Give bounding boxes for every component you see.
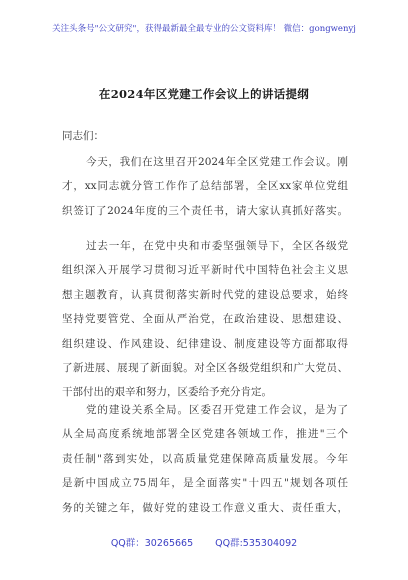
paragraph-line: 干部付出的艰辛和努力，区委给予充分肯定。	[62, 386, 272, 399]
paragraph-line: 组织建设、作风建设、纪律建设、制度建设等方面都取得	[62, 337, 348, 350]
paragraph-line: 务的关键之年，做好党的建设工作意义重大、责任重大，	[62, 501, 348, 514]
paragraph-line: 责任制"落到实处，以高质量党建保障高质量发展。今年	[62, 452, 348, 465]
header-promo-note: 关注头条号"公文研究"，获得最新最全最专业的公文资料库！ 微信：gongwenyj	[52, 24, 356, 34]
paragraph-line: 才，xx同志就分管工作作了总结部署，全区xx家单位党组	[62, 180, 348, 193]
paragraph-2	[62, 234, 348, 405]
paragraph-line: 织签订了2024年度的三个责任书，请大家认真抓好落实。	[62, 204, 348, 217]
paragraph-line: 坚持党要管党、全面从严治党，在政治建设、思想建设、	[62, 313, 348, 326]
paragraph-line: 党的建设关系全局。区委召开党建工作会议，是为了	[86, 404, 348, 416]
document-title: 在2024年区党建工作会议上的讲话提纲	[98, 87, 310, 101]
paragraph-line: 想主题教育，认真贯彻落实新时代党的建设总要求，始终	[62, 288, 348, 301]
paragraph-3	[62, 398, 348, 520]
salutation: 同志们：	[62, 130, 104, 142]
footer-qq-group-1: QQ群：30265665	[110, 538, 194, 549]
paragraph-line: 过去一年，在党中央和市委坚强领导下，全区各级党	[86, 240, 348, 252]
paragraph-line: 从全局高度系统地部署全区党建各领域工作，推进"三个	[62, 428, 348, 441]
paragraph-line: 组织深入开展学习贯彻习近平新时代中国特色社会主义思	[62, 264, 348, 277]
paragraph-line: 今天，我们在这里召开2024年全区党建工作会议。刚	[86, 156, 348, 168]
paragraph-line: 了新进展、展现了新面貌。对全区各级党组织和广大党员、	[62, 362, 348, 375]
footer-qq-group-2: QQ群:535304092	[215, 538, 298, 549]
footer-contact	[0, 535, 408, 549]
paragraph-line: 是新中国成立75周年，是全面落实"十四五"规划各项任	[62, 477, 348, 490]
paragraph-1	[62, 150, 348, 223]
